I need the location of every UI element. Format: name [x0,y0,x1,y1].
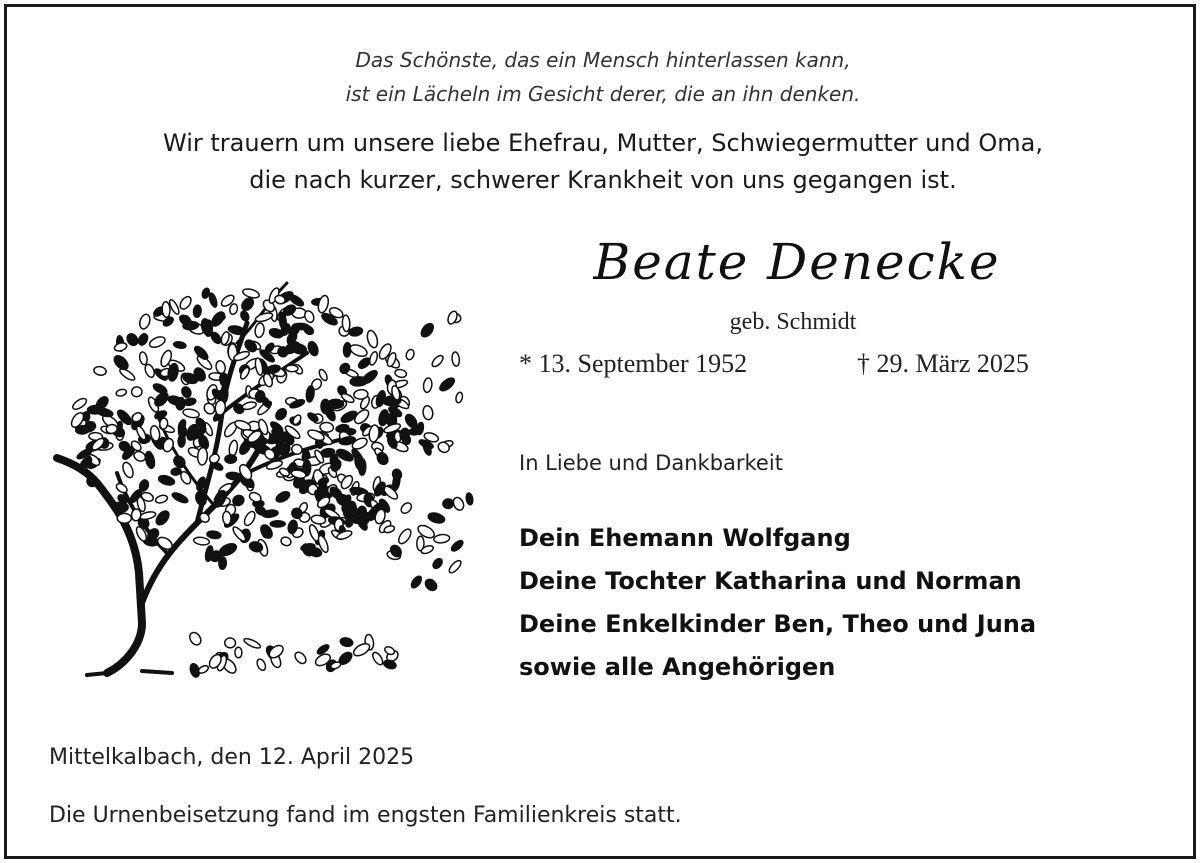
family-member: Deine Tochter Katharina und Norman [519,567,1022,595]
mourning-line-1: Wir trauern um unsere liebe Ehefrau, Mutter, Schwiegermutter und Oma, [163,129,1043,157]
memorial-quote [7,43,1199,111]
quote-line-2: ist ein Lächeln im Gesicht derer, die an ihn denken. [345,82,861,106]
gratitude-line: In Liebe und Dankbarkeit [519,451,783,475]
death-date: † 29. März 2025 [857,349,1029,378]
family-member: Dein Ehemann Wolfgang [519,524,851,552]
place-and-date: Mittelkalbach, den 12. April 2025 [49,745,415,770]
family-member: Deine Enkelkinder Ben, Theo und Juna [519,610,1037,638]
mourning-text [7,125,1199,199]
birth-date: * 13. September 1952 [519,349,748,378]
family-member: sowie alle Angehörigen [519,653,836,681]
maiden-name: geb. Schmidt [729,309,857,335]
windblown-tree-icon [47,243,477,683]
mourning-line-2: die nach kurzer, schwerer Krankheit von uns gegangen ist. [249,166,957,194]
deceased-name: Beate Denecke [593,233,1001,291]
family-list [519,517,1036,689]
burial-note: Die Urnenbeisetzung fand im engsten Familienkreis statt. [49,803,682,828]
quote-line-1: Das Schönste, das ein Mensch hinterlassen kann, [355,48,851,72]
obituary-frame [4,4,1196,859]
